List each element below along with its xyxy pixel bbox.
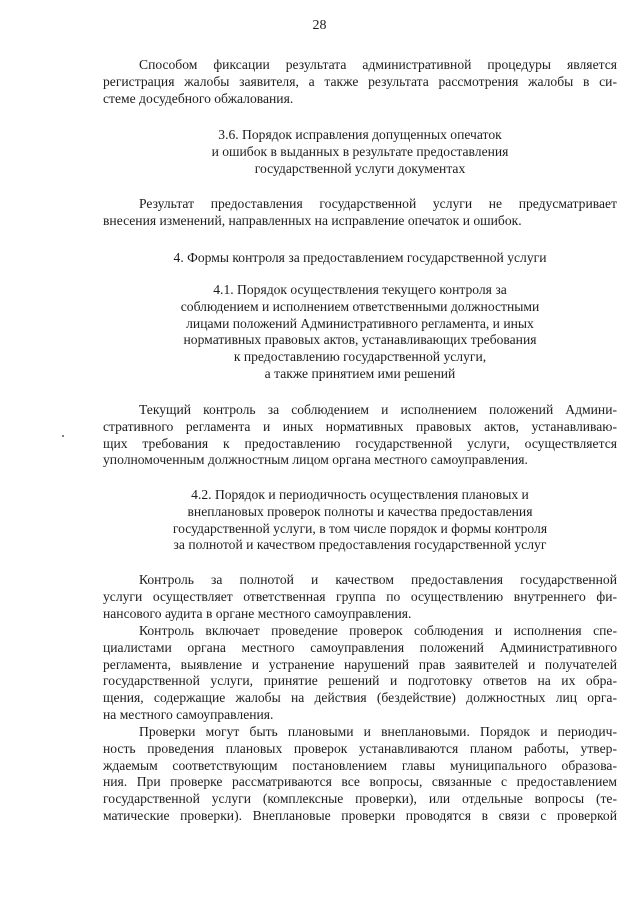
text-line: стеме досудебного обжалования. bbox=[103, 90, 294, 106]
heading-line: и ошибок в выданных в результате предоставления bbox=[211, 143, 509, 159]
heading-line: внеплановых проверок полноты и качества предоставления bbox=[187, 503, 533, 519]
text-line: внесения изменений, направленных на исправление опечаток и ошибок. bbox=[103, 212, 522, 228]
text-line: стративного регламента и иных нормативных правовых актов, устанавливаю- bbox=[103, 418, 617, 434]
heading-4-2 bbox=[103, 487, 617, 554]
text-line: Способом фиксации результата административной процедуры является bbox=[139, 57, 617, 72]
heading-line: нормативных правовых актов, устанавливающих требования bbox=[183, 332, 537, 348]
text-line: щения, содержащие жалобы на действия (бездействие) должностных лиц орга- bbox=[103, 690, 617, 706]
text-line: циалистами органа местного самоуправления положений Административного bbox=[103, 639, 617, 655]
heading-line: 4.2. Порядок и периодичность осуществления плановых и bbox=[191, 487, 529, 502]
heading-line: 4. Формы контроля за предоставлением государственной услуги bbox=[173, 250, 547, 265]
paragraph-result-fixation bbox=[103, 57, 617, 107]
heading-line: за полнотой и качеством предоставления государственной услуг bbox=[173, 537, 547, 553]
text-line: Контроль за полнотой и качеством предоставления государственной bbox=[139, 572, 617, 587]
heading-3-6 bbox=[103, 127, 617, 177]
text-line: ждаемым соответствующим постановлением главы муниципального образова- bbox=[103, 757, 617, 773]
text-line: матические проверки). Внеплановые проверки проводятся в связи с проверкой bbox=[103, 807, 617, 823]
heading-4-1 bbox=[103, 282, 617, 383]
page-number: 28 bbox=[312, 18, 327, 33]
text-line: щих требования к предоставлению государственной услуги, осуществляется bbox=[103, 435, 617, 451]
heading-line: к предоставлению государственной услуги, bbox=[233, 349, 487, 365]
paragraph-control-group bbox=[103, 572, 617, 622]
heading-line: а также принятием ими решений bbox=[264, 365, 456, 381]
paragraph-control-includes bbox=[103, 623, 617, 724]
paragraph-result-no-changes bbox=[103, 196, 617, 230]
heading-line: государственной услуги, в том числе порядок и формы контроля bbox=[172, 520, 548, 536]
heading-line: соблюдением и исполнением ответственными должностными bbox=[180, 298, 540, 314]
text-line: ния. При проверке рассматриваются все вопросы, связанные с предоставлением bbox=[103, 774, 617, 790]
scan-speck bbox=[62, 435, 64, 437]
heading-4 bbox=[103, 250, 617, 267]
text-line: нансового аудита в органе местного самоуправления. bbox=[103, 605, 412, 621]
text-line: на местного самоуправления. bbox=[103, 706, 274, 722]
text-line: Текущий контроль за соблюдением и исполнением положений Админи- bbox=[139, 402, 617, 417]
heading-line: лицами положений Административного регламента, и иных bbox=[186, 315, 534, 331]
heading-line: 4.1. Порядок осуществления текущего контроля за bbox=[213, 282, 507, 297]
text-line: регистрация жалобы заявителя, а также результата рассмотрения жалобы в си- bbox=[103, 73, 617, 89]
text-line: Контроль включает проведение проверок соблюдения и исполнения спе- bbox=[139, 623, 617, 638]
paragraph-current-control bbox=[103, 402, 617, 469]
text-line: государственной услуги, принятие решений и подготовку ответов на их обра- bbox=[103, 673, 617, 689]
text-line: государственной услуги (комплексные проверки), или отдельные вопросы (те- bbox=[103, 791, 617, 807]
heading-line: 3.6. Порядок исправления допущенных опечаток bbox=[218, 127, 502, 142]
text-line: регламента, выявление и устранение нарушений прав заявителей и получателей bbox=[103, 656, 617, 672]
text-line: ность проведения плановых проверок устанавливаются планом работы, утвер- bbox=[103, 740, 617, 756]
text-line: Проверки могут быть плановыми и внеплановыми. Порядок и периодич- bbox=[139, 724, 617, 739]
text-line: Результат предоставления государственной услуги не предусматривает bbox=[139, 196, 617, 211]
text-line: услуги осуществляет ответственная группа по осуществлению внутреннего фи- bbox=[103, 588, 617, 604]
heading-line: государственной услуги документах bbox=[254, 160, 466, 176]
paragraph-inspections bbox=[103, 724, 617, 825]
text-line: уполномоченным должностным лицом органа местного самоуправления. bbox=[103, 452, 528, 468]
